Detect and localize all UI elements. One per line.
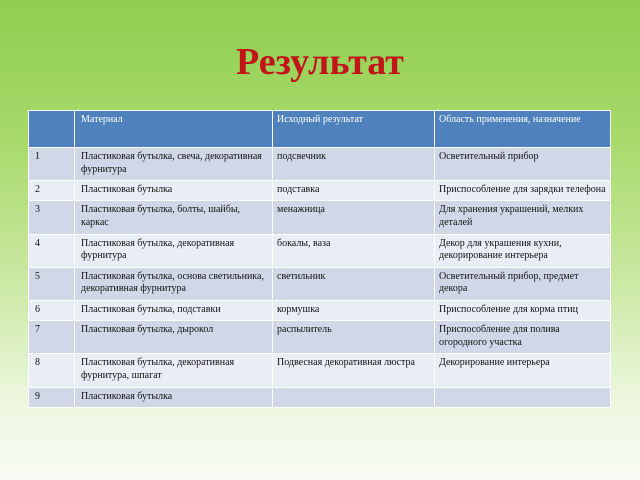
row-number: 2: [29, 181, 75, 201]
cell-result: подставка: [273, 181, 435, 201]
cell-result: распылитель: [273, 321, 435, 354]
cell-purpose: [435, 387, 611, 407]
cell-result: менажница: [273, 201, 435, 234]
row-number: 6: [29, 301, 75, 321]
header-cell-purpose: Область применения, назначение: [435, 111, 611, 148]
cell-result: бокалы, ваза: [273, 234, 435, 267]
table-row: [29, 267, 611, 300]
table-row: [29, 354, 611, 387]
table-row: [29, 201, 611, 234]
cell-material: Пластиковая бутылка: [75, 387, 273, 407]
cell-purpose: Декор для украшения кухни, декорирование интерьера: [435, 234, 611, 267]
table-row: [29, 387, 611, 407]
row-number: 7: [29, 321, 75, 354]
cell-purpose: Осветительный прибор, предмет декора: [435, 267, 611, 300]
cell-material: Пластиковая бутылка, болты, шайбы, каркас: [75, 201, 273, 234]
cell-material: Пластиковая бутылка, основа светильника, декоративная фурнитура: [75, 267, 273, 300]
header-cell-material: Материал: [75, 111, 273, 148]
cell-material: Пластиковая бутылка: [75, 181, 273, 201]
row-number: 4: [29, 234, 75, 267]
slide-title: Результат: [236, 41, 404, 83]
table-row: [29, 181, 611, 201]
table-row: [29, 234, 611, 267]
table-header-row: [29, 111, 611, 148]
cell-purpose: Осветительный прибор: [435, 148, 611, 181]
cell-result: [273, 387, 435, 407]
header-cell-number: [29, 111, 75, 148]
row-number: 9: [29, 387, 75, 407]
cell-material: Пластиковая бутылка, свеча, декоративная фурнитура: [75, 148, 273, 181]
table-row: [29, 301, 611, 321]
table-row: [29, 321, 611, 354]
cell-purpose: Приспособление для корма птиц: [435, 301, 611, 321]
row-number: 5: [29, 267, 75, 300]
results-table: [28, 110, 611, 408]
cell-purpose: Приспособление для полива огородного участка: [435, 321, 611, 354]
row-number: 8: [29, 354, 75, 387]
row-number: 3: [29, 201, 75, 234]
cell-material: Пластиковая бутылка, декоративная фурнитура: [75, 234, 273, 267]
row-number: 1: [29, 148, 75, 181]
cell-result: светильник: [273, 267, 435, 300]
cell-purpose: Для хранения украшений, мелких деталей: [435, 201, 611, 234]
table-row: [29, 148, 611, 181]
cell-result: подсвечник: [273, 148, 435, 181]
cell-material: Пластиковая бутылка, подставки: [75, 301, 273, 321]
cell-material: Пластиковая бутылка, дырокол: [75, 321, 273, 354]
cell-result: Подвесная декоративная люстра: [273, 354, 435, 387]
cell-purpose: Декорирование интерьера: [435, 354, 611, 387]
cell-purpose: Приспособление для зарядки телефона: [435, 181, 611, 201]
cell-result: кормушка: [273, 301, 435, 321]
header-cell-result: Исходный результат: [273, 111, 435, 148]
cell-material: Пластиковая бутылка, декоративная фурнитура, шпагат: [75, 354, 273, 387]
